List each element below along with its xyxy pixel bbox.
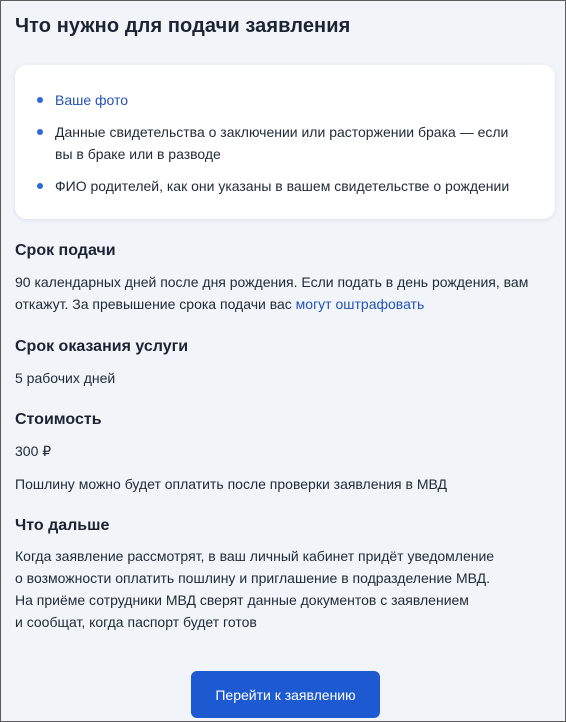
next-line: Когда заявление рассмотрят, в ваш личный кабинет придёт уведомление: [15, 548, 495, 564]
deadline-body: 90 календарных дней после дня рождения. Если подать в день рождения, вам откажут. За превышение срока подачи вас: [15, 274, 529, 312]
requirement-text[interactable]: Ваше фото: [55, 92, 129, 108]
service-term-title: Срок оказания услуги: [15, 338, 189, 355]
requirement-marriage: [15, 121, 525, 165]
bullet-icon: [37, 129, 43, 135]
requirement-text: Данные свидетельства о заключении или расторжении брака — если вы в браке или в разводе: [55, 124, 509, 162]
bullet-icon: [37, 97, 43, 103]
cost-price: 300 ₽: [15, 443, 52, 459]
next-line: На приёме сотрудники МВД сверят данные документов с заявлением: [15, 592, 469, 608]
next-steps-title: Что дальше: [15, 517, 110, 534]
next-steps-text: [15, 545, 555, 633]
requirement-parents: [15, 175, 525, 197]
requirement-photo[interactable]: [15, 89, 525, 111]
requirements-card: [15, 65, 555, 219]
deadline-text: [15, 271, 545, 315]
go-to-application-button[interactable]: Перейти к заявлению: [191, 671, 380, 718]
cost-title: Стоимость: [15, 411, 102, 428]
next-line: и сообщат, когда паспорт будет готов: [15, 614, 257, 630]
cost-note: Пошлину можно будет оплатить после проверки заявления в МВД: [15, 476, 448, 492]
deadline-title: Срок подачи: [15, 242, 116, 259]
page-title: Что нужно для подачи заявления: [15, 15, 351, 37]
bullet-icon: [37, 183, 43, 189]
service-term-text: 5 рабочих дней: [15, 370, 116, 386]
next-line: о возможности оплатить пошлину и приглашение в подразделение МВД.: [15, 570, 491, 586]
fine-link[interactable]: могут оштрафовать: [295, 296, 425, 312]
requirement-text: ФИО родителей, как они указаны в вашем свидетельстве о рождении: [55, 178, 510, 194]
